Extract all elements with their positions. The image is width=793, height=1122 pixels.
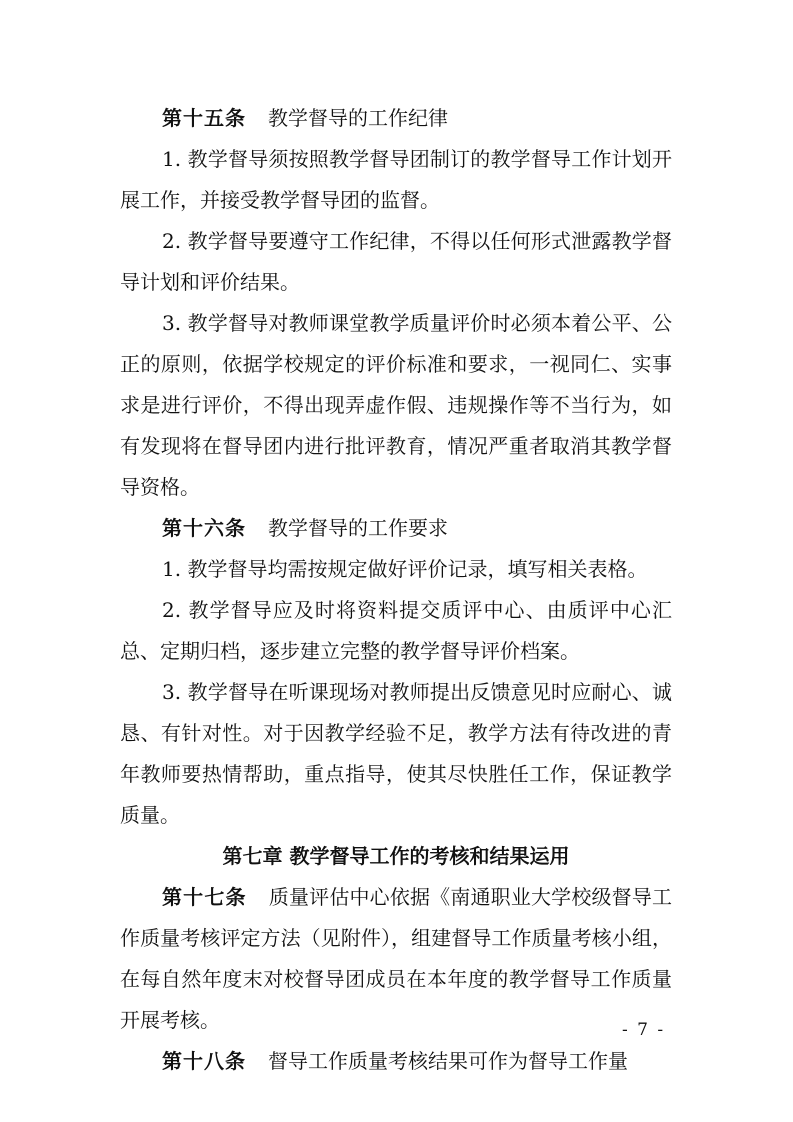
article-17-text: 质量评估中心依据《南通职业大学校级督导工作质量考核评定方法（见附件），组建督导工作质量考核小组，在每自然年度末对校督导团成员在本年度的教学督导工作质量开展考核。 — [120, 885, 673, 1032]
page-number: - 7 - — [622, 1020, 666, 1040]
article-15-item-3: 3. 教学督导对教师课堂教学质量评价时必须本着公平、公正的原则，依据学校规定的评价标准和要求，一视同仁、实事求是进行评价，不得出现弄虚作假、违规操作等不当行为，如有发现将在督导团内进行批评教育，情况严重者取消其教学督导资格。 — [120, 311, 672, 499]
article-15-label: 第十五条 — [162, 106, 246, 130]
article-18 — [120, 1041, 672, 1082]
chapter-7-title: 第七章 教学督导工作的考核和结果运用 — [222, 844, 570, 868]
article-17 — [120, 877, 672, 1041]
article-18-label: 第十八条 — [162, 1049, 246, 1073]
article-16-heading-line — [120, 508, 672, 549]
article-15-item-1: 1. 教学督导须按照教学督导团制订的教学督导工作计划开展工作，并接受教学督导团的监督。 — [120, 147, 672, 212]
article-15-title: 教学督导的工作纪律 — [268, 106, 448, 130]
article-15-item-2: 2. 教学督导要遵守工作纪律，不得以任何形式泄露教学督导计划和评价结果。 — [120, 229, 672, 294]
article-16-item-1: 1. 教学督导均需按规定做好评价记录，填写相关表格。 — [162, 557, 648, 581]
article-15-heading-line — [120, 98, 672, 139]
article-16-item-2: 2. 教学督导应及时将资料提交质评中心、由质评中心汇总、定期归档，逐步建立完整的教学督导评价档案。 — [120, 598, 672, 663]
article-17-label: 第十七条 — [162, 885, 247, 909]
article-16-item-3: 3. 教学督导在听课现场对教师提出反馈意见时应耐心、诚恳、有针对性。对于因教学经验不足，教学方法有待改进的青年教师要热情帮助，重点指导，使其尽快胜任工作，保证教学质量。 — [120, 680, 672, 827]
article-18-text: 督导工作质量考核结果可作为督导工作量 — [268, 1049, 628, 1073]
page-content — [120, 98, 672, 1082]
article-16-label: 第十六条 — [162, 516, 246, 540]
article-16-title: 教学督导的工作要求 — [268, 516, 448, 540]
